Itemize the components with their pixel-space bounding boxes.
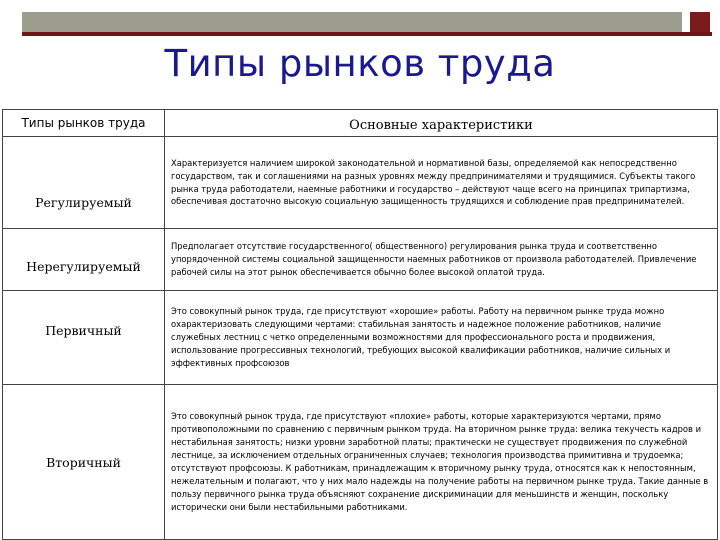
table-header-row [3,110,718,137]
row-type: Нерегулируемый [3,229,165,291]
top-gray-band [22,12,682,32]
row-type: Вторичный [3,385,165,540]
row-description: Это совокупный рынок труда, где присутствуют «плохие» работы, которые характеризуются чертами, прямо противоположными по сравнению с первичным рынком труда. На вторичном рынке труда: велика текучесть кадров и нестабильная занятость; низки уровни заработной платы; практически не существует продвижения по служебной лестнице, за исключением отдельных ограниченных случаев; технология производства примитивна и трудоемка; отсутствуют профсоюзы. К работникам, принадлежащим к вторичному рынку труда, относятся как к непостоянным, нежелательным и полагают, что у них мало надежды на получение работы на первичном рынке труда. Такие данные в пользу первичного рынка труда объясняют сохранение дискриминации для меньшинств и женщин, поскольку исторически они были нестабильными работниками. [165,385,718,540]
row-type: Регулируемый [3,137,165,229]
table-row [3,137,718,229]
row-type: Первичный [3,291,165,385]
top-decor-bar [22,12,712,34]
labor-market-table [2,109,718,540]
header-types: Типы рынков труда [3,110,165,137]
row-description: Характеризуется наличием широкой законодательной и нормативной базы, определяемой как непосредственно государством, так и соглашениями на разных уровнях между предпринимателями и трудящимися. Субъекты такого рынка труда работодатели, наемные работники и государство – действуют чаще всего на принципах трипартизма, обеспечивая достаточно высокую социальную защищенность трудящихся и соблюдение прав предпринимателей. [165,137,718,229]
row-description: Это совокупный рынок труда, где присутствуют «хорошие» работы. Работу на первичном рынке труда можно охарактеризовать следующими чертами: стабильная занятость и надежное положение работников, наличие служебных лестниц с четко определенными возможностями для профессионального роста и продвижения, использование прогрессивных технологий, требующих высокой квалификации работников, наличие сильных и эффективных профсоюзов [165,291,718,385]
table-row [3,385,718,540]
table-row [3,229,718,291]
table-row [3,291,718,385]
top-red-line [22,32,712,36]
row-description: Предполагает отсутствие государственного( общественного) регулирования рынка труда и соответственно упорядоченной системы социальной защищенности наемных работников от произвола работодателей. Привлечение рабочей силы на этот рынок обеспечивается обычно более высокой оплатой труда. [165,229,718,291]
header-characteristics: Основные характеристики [165,110,718,137]
slide-title: Типы рынков труда [164,42,556,85]
top-corner-square [690,12,710,32]
